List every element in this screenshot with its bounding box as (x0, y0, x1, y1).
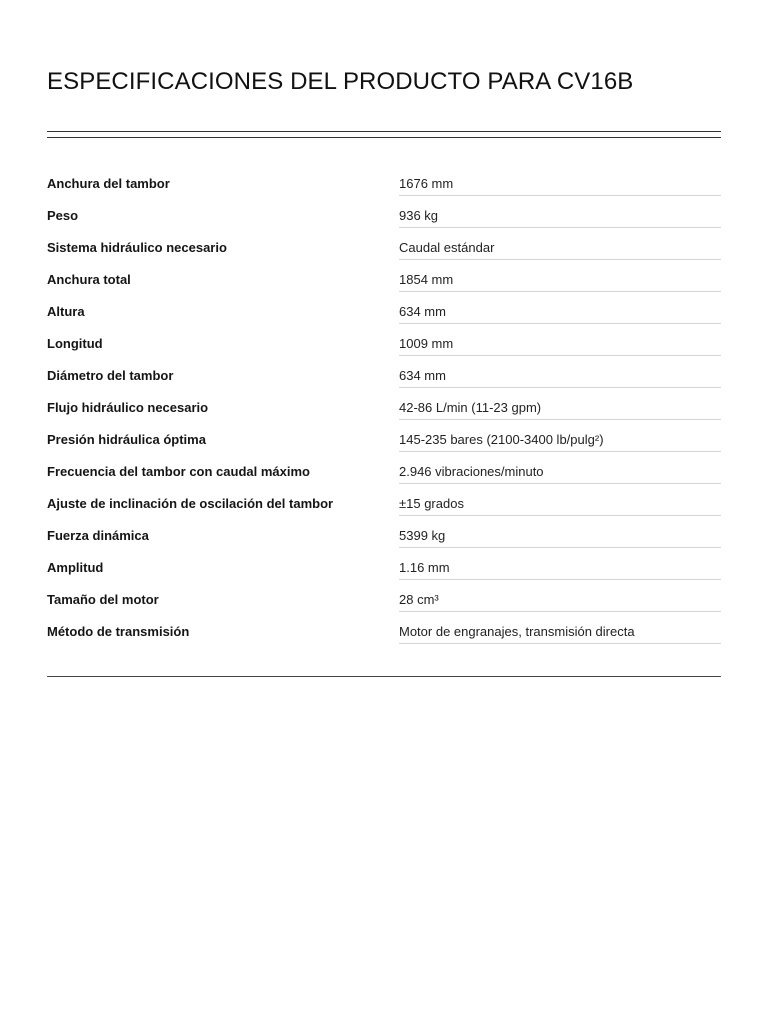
spec-label: Peso (47, 208, 79, 223)
spec-value: 1009 mm (399, 336, 721, 356)
spec-label: Amplitud (47, 560, 104, 575)
spec-row (47, 358, 721, 390)
spec-value: 634 mm (399, 368, 721, 388)
spec-row (47, 614, 721, 646)
spec-row (47, 326, 721, 358)
spec-row (47, 390, 721, 422)
spec-value: 1.16 mm (399, 560, 721, 580)
spec-value: 1676 mm (399, 176, 721, 196)
spec-label: Sistema hidráulico necesario (47, 240, 227, 255)
spec-value: 2.946 vibraciones/minuto (399, 464, 721, 484)
spec-label: Flujo hidráulico necesario (47, 400, 209, 415)
spec-label: Altura (47, 304, 85, 319)
spec-label: Presión hidráulica óptima (47, 432, 206, 447)
spec-row (47, 294, 721, 326)
spec-row (47, 454, 721, 486)
spec-label: Tamaño del motor (47, 592, 159, 607)
spec-row (47, 422, 721, 454)
spec-value: 936 kg (399, 208, 721, 228)
spec-label: Anchura total (47, 272, 131, 287)
spec-value: 1854 mm (399, 272, 721, 292)
spec-value: 42-86 L/min (11-23 gpm) (399, 400, 721, 420)
spec-row (47, 486, 721, 518)
spec-label: Fuerza dinámica (47, 528, 149, 543)
table-bottom-divider (47, 676, 721, 677)
spec-value: 5399 kg (399, 528, 721, 548)
title-divider-upper (47, 131, 721, 132)
spec-row (47, 166, 721, 198)
title-divider-lower (47, 137, 721, 138)
spec-label: Diámetro del tambor (47, 368, 174, 383)
spec-row (47, 550, 721, 582)
spec-value: Caudal estándar (399, 240, 721, 260)
spec-value: ±15 grados (399, 496, 721, 516)
spec-row (47, 230, 721, 262)
page-title: ESPECIFICACIONES DEL PRODUCTO PARA CV16B (47, 68, 634, 95)
spec-label: Anchura del tambor (47, 176, 170, 191)
spec-label: Método de transmisión (47, 624, 190, 639)
spec-row (47, 582, 721, 614)
spec-value: 28 cm³ (399, 592, 721, 612)
spec-label: Longitud (47, 336, 103, 351)
spec-label: Frecuencia del tambor con caudal máximo (47, 464, 310, 479)
spec-row (47, 518, 721, 550)
spec-value: 145-235 bares (2100-3400 lb/pulg²) (399, 432, 721, 452)
spec-table (47, 166, 721, 646)
spec-label: Ajuste de inclinación de oscilación del tambor (47, 496, 334, 511)
spec-row (47, 198, 721, 230)
spec-value: Motor de engranajes, transmisión directa (399, 624, 721, 644)
spec-value: 634 mm (399, 304, 721, 324)
spec-row (47, 262, 721, 294)
